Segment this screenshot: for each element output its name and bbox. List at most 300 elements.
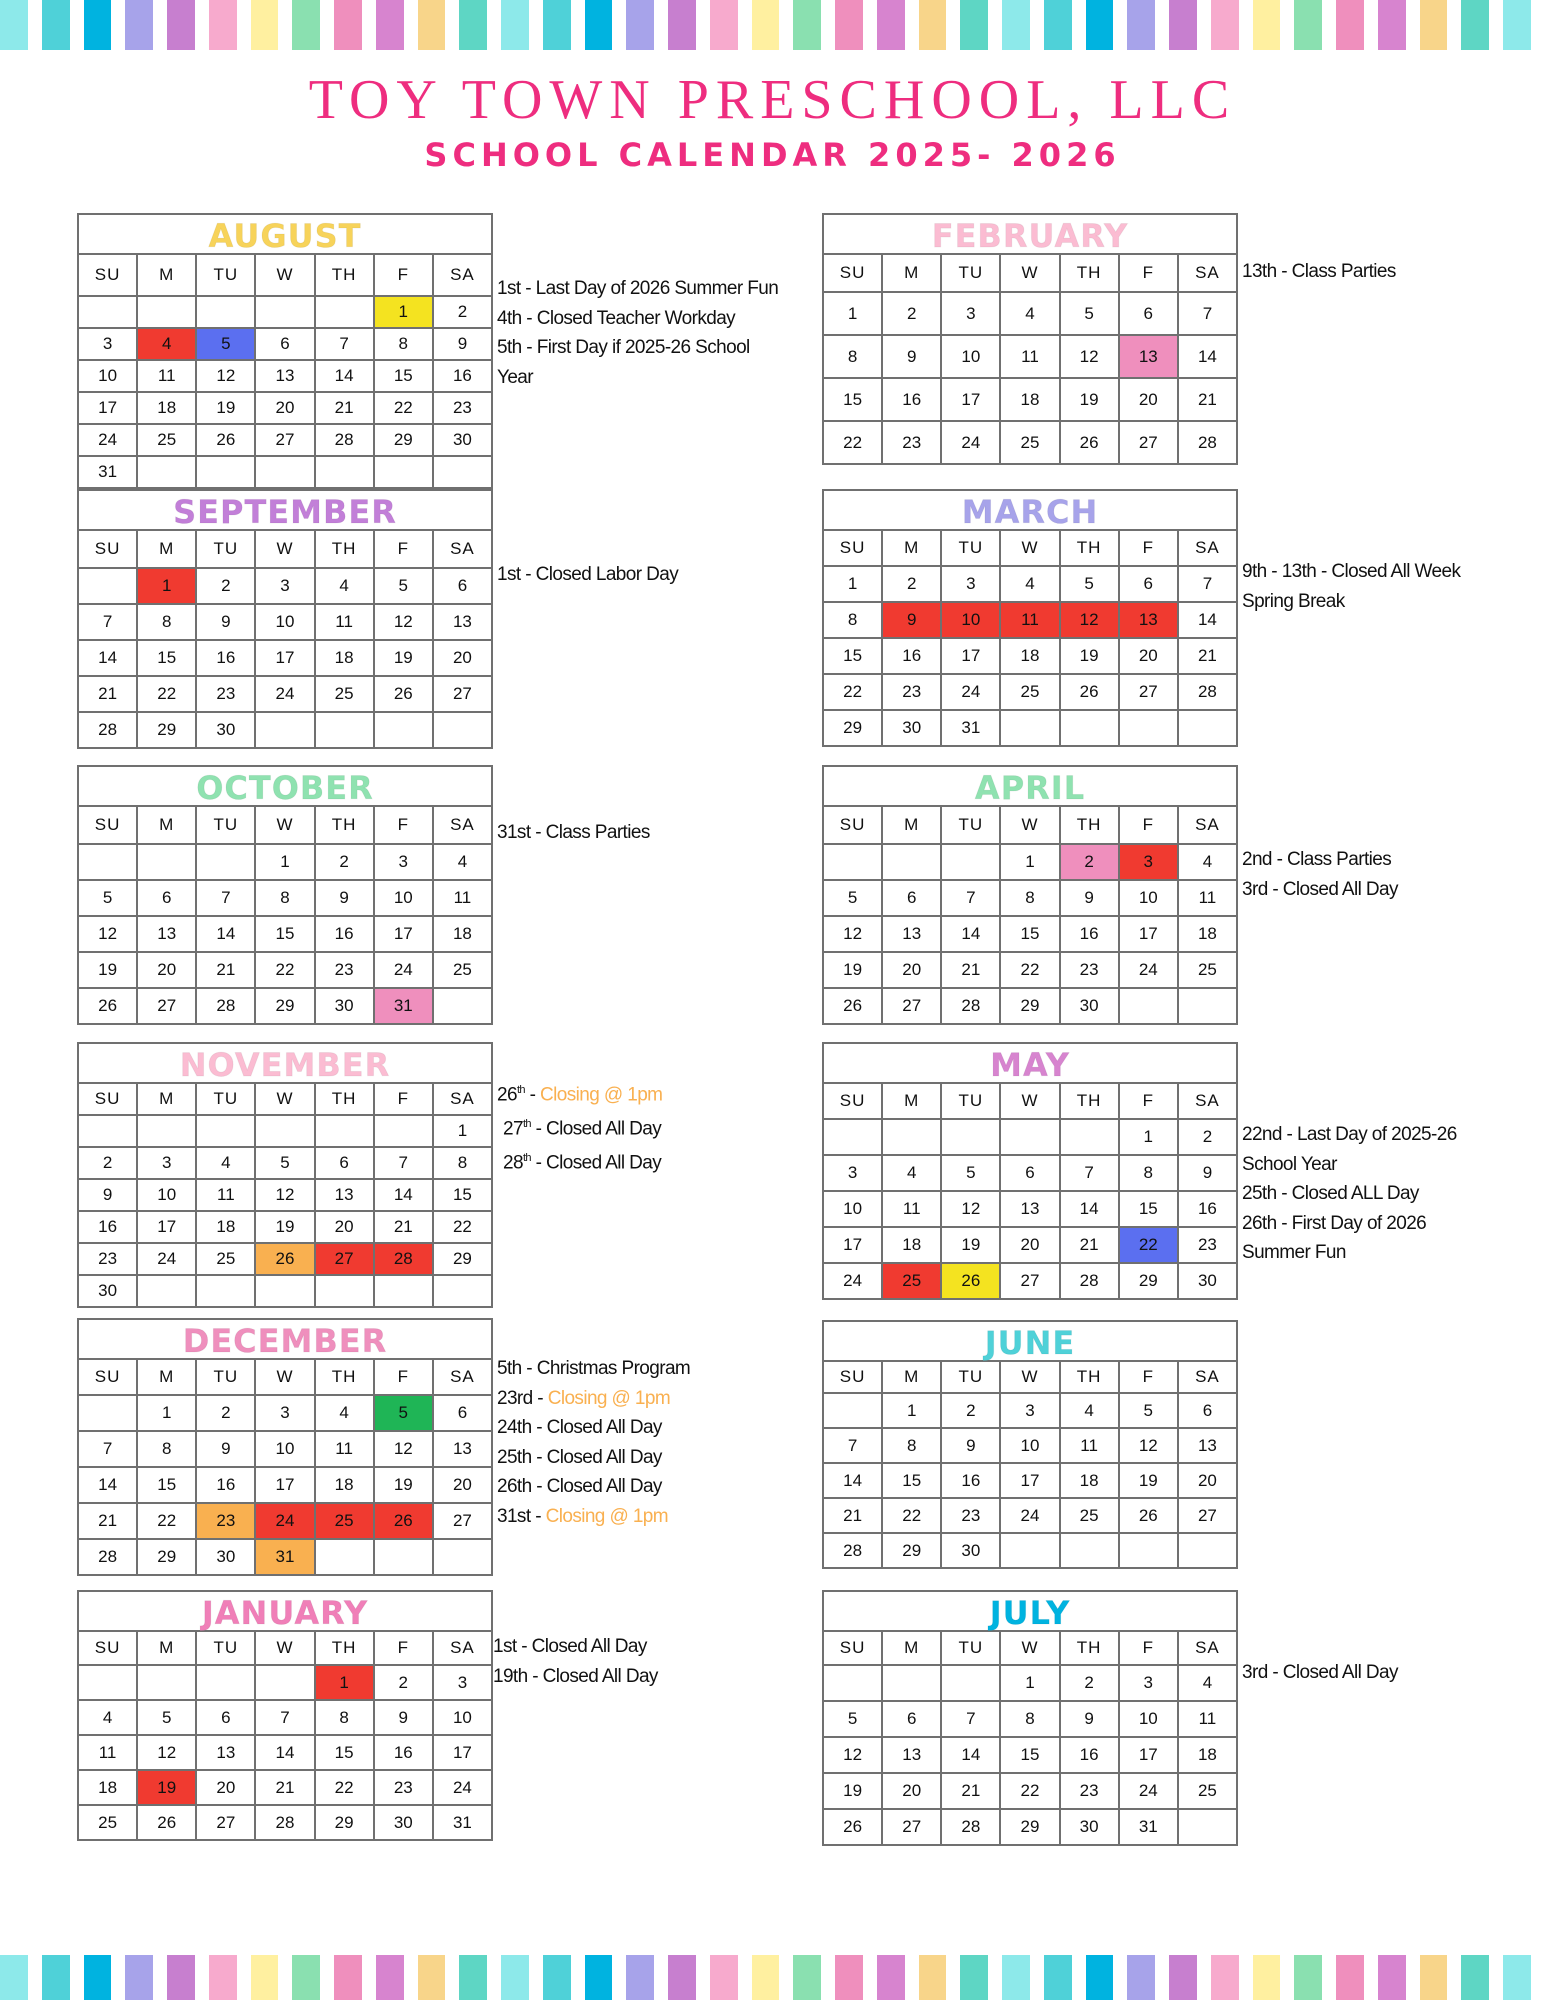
stripe: [0, 0, 28, 50]
day-cell: 1: [315, 1665, 374, 1700]
day-cell: 14: [1060, 1191, 1119, 1227]
day-cell: 3: [255, 568, 314, 604]
week-row: [78, 916, 492, 952]
day-cell: 21: [941, 952, 1000, 988]
note-line: 19th - Closed All Day: [493, 1665, 658, 1687]
day-cell: 13: [433, 1431, 492, 1467]
day-cell: 29: [1000, 988, 1059, 1024]
day-cell: 25: [315, 676, 374, 712]
day-cell: 23: [433, 392, 492, 424]
day-cell: 22: [137, 676, 196, 712]
day-cell: 14: [1178, 335, 1237, 378]
day-cell: 31: [255, 1539, 314, 1575]
day-cell: 16: [1060, 1737, 1119, 1773]
stripe: [501, 1955, 529, 2000]
note-day: 25th -: [497, 1446, 547, 1468]
day-cell: 13: [196, 1735, 255, 1770]
day-cell: 22: [374, 392, 433, 424]
empty-day-cell: [941, 1665, 1000, 1701]
day-cell: 20: [882, 952, 941, 988]
day-cell: 13: [1000, 1191, 1059, 1227]
day-cell: 15: [1000, 1737, 1059, 1773]
day-cell: 9: [1178, 1155, 1237, 1191]
stripe: [835, 0, 863, 50]
day-cell: 2: [196, 1395, 255, 1431]
weekday-label: SU: [823, 530, 882, 566]
day-cell: 4: [78, 1700, 137, 1735]
month-calendar-december: [77, 1318, 493, 1576]
empty-day-cell: [1178, 1533, 1237, 1568]
stripe: [1002, 0, 1030, 50]
month-name: SEPTEMBER: [77, 489, 493, 529]
day-cell: 2: [1178, 1119, 1237, 1155]
day-cell: 6: [882, 880, 941, 916]
weekday-label: TH: [1060, 254, 1119, 292]
day-cell: 12: [1060, 602, 1119, 638]
day-cell: 25: [137, 424, 196, 456]
day-cell: 25: [78, 1805, 137, 1840]
day-cell: 7: [823, 1428, 882, 1463]
weekday-label: W: [1000, 806, 1059, 844]
day-cell: 21: [78, 676, 137, 712]
weekday-label: F: [1119, 530, 1178, 566]
weekday-label: SA: [433, 806, 492, 844]
weekday-label: F: [374, 1083, 433, 1115]
day-cell: 26: [374, 676, 433, 712]
day-cell: 30: [1178, 1263, 1237, 1299]
empty-day-cell: [196, 1275, 255, 1307]
day-cell: 3: [941, 292, 1000, 335]
day-cell: 14: [78, 1467, 137, 1503]
day-cell: 27: [1119, 421, 1178, 464]
week-row: [78, 604, 492, 640]
day-cell: 17: [1000, 1463, 1059, 1498]
day-cell: 22: [315, 1770, 374, 1805]
stripe: [125, 1955, 153, 2000]
empty-day-cell: [315, 1115, 374, 1147]
empty-day-cell: [1119, 1533, 1178, 1568]
week-row: [78, 1770, 492, 1805]
day-cell: 8: [374, 328, 433, 360]
week-row: [78, 988, 492, 1024]
stripe: [251, 1955, 279, 2000]
day-cell: 24: [374, 952, 433, 988]
day-cell: 20: [315, 1211, 374, 1243]
day-cell: 14: [255, 1735, 314, 1770]
weekday-label: SU: [78, 530, 137, 568]
day-cell: 15: [823, 378, 882, 421]
day-cell: 31: [941, 710, 1000, 746]
note-line: Summer Fun: [1242, 1242, 1346, 1263]
empty-day-cell: [255, 456, 314, 488]
day-cell: 31: [1119, 1809, 1178, 1845]
month-name: NOVEMBER: [77, 1042, 493, 1082]
day-cell: 18: [1000, 378, 1059, 421]
day-cell: 21: [78, 1503, 137, 1539]
weekday-label: M: [137, 1631, 196, 1665]
day-cell: 2: [433, 296, 492, 328]
week-row: [823, 1809, 1237, 1845]
day-cell: 19: [196, 392, 255, 424]
month-grid: [77, 1630, 493, 1841]
week-row: [78, 1211, 492, 1243]
weekday-label: TH: [1060, 806, 1119, 844]
day-cell: 20: [1119, 638, 1178, 674]
weekday-label: SU: [823, 806, 882, 844]
day-cell: 26: [1060, 421, 1119, 464]
day-cell: 2: [882, 566, 941, 602]
month-notes-october: [497, 818, 650, 848]
weekday-label: SA: [1178, 1083, 1237, 1119]
stripe: [543, 0, 571, 50]
weekday-label: M: [137, 254, 196, 296]
empty-day-cell: [374, 1539, 433, 1575]
day-cell: 23: [1060, 952, 1119, 988]
stripe: [1336, 1955, 1364, 2000]
day-cell: 1: [823, 566, 882, 602]
day-cell: 19: [823, 952, 882, 988]
empty-day-cell: [78, 1115, 137, 1147]
day-cell: 10: [255, 1431, 314, 1467]
day-cell: 11: [1000, 602, 1059, 638]
stripe: [1127, 0, 1155, 50]
day-cell: 26: [1119, 1498, 1178, 1533]
month-notes-may: [1242, 1120, 1457, 1268]
note-line: 3rd - Closed All Day: [1242, 1662, 1398, 1683]
week-row: [823, 1665, 1237, 1701]
day-cell: 24: [137, 1243, 196, 1275]
day-cell: 7: [78, 604, 137, 640]
day-cell: 7: [374, 1147, 433, 1179]
day-cell: 28: [255, 1805, 314, 1840]
day-cell: 8: [823, 602, 882, 638]
empty-day-cell: [315, 296, 374, 328]
week-row: [78, 1665, 492, 1700]
weekday-label: SA: [1178, 1631, 1237, 1665]
stripe: [418, 0, 446, 50]
day-cell: 27: [196, 1805, 255, 1840]
day-cell: 3: [374, 844, 433, 880]
month-notes-november: [497, 1076, 662, 1177]
day-cell: 18: [1000, 638, 1059, 674]
day-cell: 29: [315, 1805, 374, 1840]
note-day-suffix: th: [522, 1117, 531, 1130]
note-line: Spring Break: [1242, 590, 1345, 612]
stripe: [960, 1955, 988, 2000]
day-cell: 3: [941, 566, 1000, 602]
day-cell: 10: [1119, 1701, 1178, 1737]
note-text: Closed All Day: [546, 1476, 662, 1497]
stripe: [501, 0, 529, 50]
day-cell: 11: [1178, 880, 1237, 916]
empty-day-cell: [255, 712, 314, 748]
day-cell: 24: [823, 1263, 882, 1299]
stripe: [1420, 0, 1448, 50]
day-cell: 6: [1000, 1155, 1059, 1191]
day-cell: 30: [882, 710, 941, 746]
day-cell: 21: [1178, 638, 1237, 674]
weekday-label: W: [1000, 254, 1059, 292]
stripe: [459, 1955, 487, 2000]
week-row: [823, 1119, 1237, 1155]
day-cell: 17: [137, 1211, 196, 1243]
week-row: [823, 378, 1237, 421]
day-cell: 8: [823, 335, 882, 378]
day-cell: 17: [823, 1227, 882, 1263]
weekday-label: W: [255, 1083, 314, 1115]
weekday-label: M: [137, 806, 196, 844]
stripe: [585, 0, 613, 50]
day-cell: 8: [1119, 1155, 1178, 1191]
week-row: [823, 988, 1237, 1024]
stripe: [459, 0, 487, 50]
empty-day-cell: [433, 712, 492, 748]
day-cell: 31: [78, 456, 137, 488]
day-cell: 24: [1119, 952, 1178, 988]
stripe: [1336, 0, 1364, 50]
day-cell: 19: [941, 1227, 1000, 1263]
day-cell: 9: [941, 1428, 1000, 1463]
month-grid: [77, 805, 493, 1025]
day-cell: 15: [882, 1463, 941, 1498]
day-cell: 18: [1060, 1463, 1119, 1498]
stripe: [42, 1955, 70, 2000]
day-cell: 2: [196, 568, 255, 604]
week-row: [823, 566, 1237, 602]
week-row: [78, 1179, 492, 1211]
weekday-label: TH: [315, 1083, 374, 1115]
week-row: [78, 676, 492, 712]
day-cell: 4: [1178, 1665, 1237, 1701]
week-row: [78, 328, 492, 360]
weekday-label: SU: [78, 1359, 137, 1395]
stripe: [793, 0, 821, 50]
weekday-header-row: [823, 1361, 1237, 1393]
weekday-label: SU: [78, 1083, 137, 1115]
stripe: [209, 0, 237, 50]
empty-day-cell: [78, 568, 137, 604]
day-cell: 3: [137, 1147, 196, 1179]
day-cell: 27: [137, 988, 196, 1024]
empty-day-cell: [1178, 1809, 1237, 1845]
day-cell: 14: [78, 640, 137, 676]
day-cell: 30: [1060, 988, 1119, 1024]
stripe: [1044, 1955, 1072, 2000]
weekday-label: F: [374, 254, 433, 296]
weekday-label: TU: [941, 806, 1000, 844]
day-cell: 28: [315, 424, 374, 456]
weekday-label: F: [374, 1631, 433, 1665]
day-cell: 3: [433, 1665, 492, 1700]
day-cell: 4: [1000, 292, 1059, 335]
day-cell: 30: [315, 988, 374, 1024]
weekday-label: TH: [1060, 1361, 1119, 1393]
day-cell: 28: [823, 1533, 882, 1568]
day-cell: 26: [823, 988, 882, 1024]
note-text: Closed All Day: [546, 1446, 662, 1468]
stripe: [1294, 0, 1322, 50]
day-cell: 11: [1000, 335, 1059, 378]
day-cell: 12: [374, 604, 433, 640]
stripe: [710, 0, 738, 50]
week-row: [823, 1498, 1237, 1533]
day-cell: 21: [374, 1211, 433, 1243]
empty-day-cell: [823, 844, 882, 880]
day-cell: 12: [196, 360, 255, 392]
empty-day-cell: [1060, 1119, 1119, 1155]
note-line: [497, 1502, 690, 1532]
day-cell: 1: [433, 1115, 492, 1147]
day-cell: 4: [1000, 566, 1059, 602]
day-cell: 18: [433, 916, 492, 952]
day-cell: 28: [1060, 1263, 1119, 1299]
weekday-label: M: [137, 1083, 196, 1115]
weekday-label: F: [374, 1359, 433, 1395]
weekday-label: SU: [823, 254, 882, 292]
day-cell: 21: [823, 1498, 882, 1533]
note-text: Closing @ 1pm: [545, 1505, 668, 1527]
note-line: 4th - Closed Teacher Workday: [497, 307, 736, 329]
note-day: 5th -: [497, 1358, 537, 1379]
empty-day-cell: [315, 1539, 374, 1575]
week-row: [78, 712, 492, 748]
day-cell: 5: [1060, 566, 1119, 602]
month-calendar-may: [822, 1042, 1238, 1300]
day-cell: 25: [882, 1263, 941, 1299]
weekday-label: F: [1119, 806, 1178, 844]
day-cell: 9: [882, 602, 941, 638]
day-cell: 22: [1000, 952, 1059, 988]
empty-day-cell: [882, 844, 941, 880]
day-cell: 26: [196, 424, 255, 456]
month-name: JANUARY: [77, 1590, 493, 1630]
weekday-label: SU: [78, 254, 137, 296]
day-cell: 3: [1119, 844, 1178, 880]
day-cell: 1: [1000, 844, 1059, 880]
stripe: [1211, 0, 1239, 50]
stripe: [626, 0, 654, 50]
day-cell: 13: [137, 916, 196, 952]
day-cell: 28: [1178, 421, 1237, 464]
week-row: [823, 1227, 1237, 1263]
weekday-label: SU: [78, 806, 137, 844]
day-cell: 13: [1119, 335, 1178, 378]
empty-day-cell: [196, 1115, 255, 1147]
month-name: DECEMBER: [77, 1318, 493, 1358]
weekday-label: M: [882, 530, 941, 566]
note-day-suffix: th: [516, 1084, 525, 1096]
day-cell: 29: [882, 1533, 941, 1568]
week-row: [78, 456, 492, 488]
day-cell: 8: [1000, 1701, 1059, 1737]
weekday-label: TU: [941, 530, 1000, 566]
day-cell: 18: [137, 392, 196, 424]
day-cell: 11: [137, 360, 196, 392]
day-cell: 18: [882, 1227, 941, 1263]
empty-day-cell: [1060, 710, 1119, 746]
week-row: [823, 1393, 1237, 1428]
note-line: [497, 1076, 662, 1110]
stripe: [919, 0, 947, 50]
day-cell: 18: [196, 1211, 255, 1243]
day-cell: 22: [1119, 1227, 1178, 1263]
day-cell: 18: [315, 640, 374, 676]
stripe: [793, 1955, 821, 2000]
day-cell: 27: [882, 988, 941, 1024]
day-cell: 16: [433, 360, 492, 392]
week-row: [823, 292, 1237, 335]
week-row: [823, 844, 1237, 880]
day-cell: 29: [255, 988, 314, 1024]
month-notes-august: [497, 274, 778, 392]
empty-day-cell: [374, 456, 433, 488]
day-cell: 29: [374, 424, 433, 456]
day-cell: 27: [255, 424, 314, 456]
empty-day-cell: [433, 988, 492, 1024]
week-row: [78, 844, 492, 880]
day-cell: 23: [196, 1503, 255, 1539]
day-cell: 8: [882, 1428, 941, 1463]
week-row: [823, 1191, 1237, 1227]
day-cell: 23: [196, 676, 255, 712]
month-grid: [822, 1360, 1238, 1569]
weekday-label: TU: [941, 254, 1000, 292]
day-cell: 12: [941, 1191, 1000, 1227]
day-cell: 4: [196, 1147, 255, 1179]
day-cell: 6: [196, 1700, 255, 1735]
note-line: School Year: [1242, 1153, 1337, 1175]
note-line: [497, 1384, 690, 1414]
weekday-label: TU: [196, 1083, 255, 1115]
day-cell: 25: [315, 1503, 374, 1539]
day-cell: 16: [196, 640, 255, 676]
weekday-label: TU: [196, 806, 255, 844]
day-cell: 4: [882, 1155, 941, 1191]
stripe: [1127, 1955, 1155, 2000]
month-notes-march: [1242, 557, 1460, 616]
day-cell: 29: [433, 1243, 492, 1275]
day-cell: 4: [433, 844, 492, 880]
day-cell: 15: [823, 638, 882, 674]
day-cell: 28: [196, 988, 255, 1024]
day-cell: 2: [374, 1665, 433, 1700]
day-cell: 15: [137, 1467, 196, 1503]
day-cell: 9: [433, 328, 492, 360]
day-cell: 22: [433, 1211, 492, 1243]
day-cell: 1: [823, 292, 882, 335]
note-line: 9th - 13th - Closed All Week: [1242, 561, 1461, 582]
weekday-label: F: [374, 806, 433, 844]
month-name: FEBRUARY: [822, 213, 1238, 253]
note-separator: -: [530, 1118, 547, 1140]
weekday-label: SA: [433, 254, 492, 296]
empty-day-cell: [1178, 988, 1237, 1024]
day-cell: 10: [255, 604, 314, 640]
day-cell: 27: [315, 1243, 374, 1275]
day-cell: 11: [196, 1179, 255, 1211]
weekday-label: M: [882, 1631, 941, 1665]
day-cell: 12: [78, 916, 137, 952]
stripe: [418, 1955, 446, 2000]
day-cell: 16: [1060, 916, 1119, 952]
note-text: Closed All Day: [546, 1151, 662, 1173]
empty-day-cell: [255, 1115, 314, 1147]
day-cell: 6: [137, 880, 196, 916]
weekday-header-row: [78, 1359, 492, 1395]
week-row: [78, 1115, 492, 1147]
stripe: [585, 1955, 613, 2000]
empty-day-cell: [196, 296, 255, 328]
